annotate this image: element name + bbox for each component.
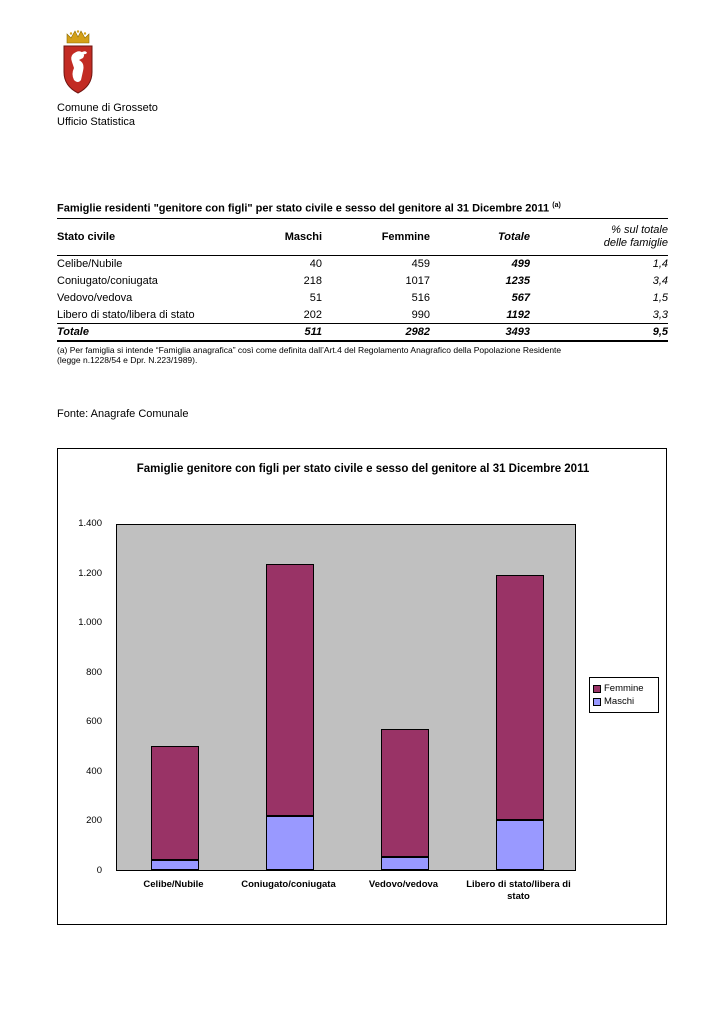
bar-segment-femmine	[381, 729, 429, 857]
legend-item-maschi	[593, 695, 655, 708]
y-tick-label: 1.200	[78, 567, 102, 579]
cell-totale: 1235	[505, 275, 530, 288]
bar-segment-maschi	[266, 816, 314, 870]
cell-stato: Totale	[57, 324, 257, 341]
table-row	[57, 256, 668, 273]
cell-femmine: 516	[411, 292, 430, 305]
y-tick-label: 600	[86, 716, 102, 728]
column-header-maschi: Maschi	[257, 220, 322, 256]
cell-stato: Vedovo/vedova	[57, 292, 133, 305]
bar-segment-maschi	[496, 820, 544, 870]
cell-femmine: 1017	[405, 275, 430, 288]
cell-maschi: 511	[257, 324, 322, 341]
cell-totale: 1192	[506, 308, 530, 321]
column-header-percentuale	[530, 220, 668, 256]
cell-pct: 3,3	[652, 308, 668, 321]
column-header-percentuale-text: % sul totale delle famiglie	[603, 224, 668, 250]
cell-pct: 3,4	[652, 275, 668, 288]
femmine-color-swatch	[593, 685, 601, 693]
department-name: Ufficio Statistica	[57, 116, 136, 128]
cell-stato: Coniugato/coniugata	[57, 275, 158, 288]
table-footnote	[57, 345, 668, 366]
y-tick-label: 800	[86, 666, 102, 678]
x-axis-labels	[116, 879, 576, 919]
maschi-color-swatch	[593, 698, 601, 706]
cell-totale: 499	[511, 258, 530, 271]
legend-label-femmine: Femmine	[604, 683, 644, 694]
y-axis-labels	[58, 518, 110, 876]
legend-item-femmine	[593, 682, 655, 695]
footnote-line-2: (legge n.1228/54 e Dpr. N.223/1989).	[57, 355, 198, 366]
cell-maschi: 218	[303, 275, 322, 288]
table-title	[57, 202, 668, 219]
grosseto-coat-of-arms-icon	[58, 28, 98, 96]
column-header-totale: Totale	[430, 220, 530, 256]
legend-label-maschi: Maschi	[604, 696, 635, 707]
column-header-femmine: Femmine	[322, 220, 430, 256]
y-tick-label: 400	[86, 765, 102, 777]
cell-pct: 9,5	[530, 324, 668, 341]
x-axis-label: Libero di stato/libera di stato	[466, 879, 571, 902]
column-header-stato-civile: Stato civile	[57, 220, 257, 256]
bar-segment-maschi	[151, 860, 199, 870]
cell-maschi: 40	[309, 258, 322, 271]
x-axis-label: Vedovo/vedova	[368, 879, 439, 890]
organization-name: Comune di Grosseto	[57, 102, 158, 114]
source-note: Fonte: Anagrafe Comunale	[57, 408, 189, 420]
cell-maschi: 51	[309, 292, 322, 305]
cell-pct: 1,5	[652, 292, 668, 305]
bar-group-2	[266, 564, 314, 870]
chart-title: Famiglie genitore con figli per stato civile e sesso del genitore al 31 Dicembre 2011	[136, 463, 590, 475]
x-axis-label: Coniugato/coniugata	[241, 879, 336, 890]
plot-area	[116, 524, 576, 871]
bar-group-3	[381, 729, 429, 870]
cell-totale: 3493	[430, 324, 530, 341]
letterhead	[57, 101, 158, 129]
footnote-line-1: (a) Per famiglia si intende “Famiglia anagrafica” così come definita dall’Art.4 del Regolamento Anagrafico della Popolazione Residente	[57, 344, 562, 355]
statistics-table	[57, 220, 668, 342]
cell-femmine: 2982	[322, 324, 430, 341]
chart-frame	[57, 448, 667, 925]
y-tick-label: 1.000	[78, 617, 102, 629]
table-total-row	[57, 324, 668, 341]
table-title-note: (a)	[552, 202, 561, 209]
table-row	[57, 290, 668, 307]
statistics-table-section	[57, 202, 668, 366]
table-title-text: Famiglie residenti "genitore con figli" per stato civile e sesso del genitore al 31 Dicembre 2011	[57, 202, 553, 215]
y-tick-label: 0	[96, 865, 102, 876]
cell-femmine: 990	[411, 308, 430, 321]
bar-segment-femmine	[151, 746, 199, 860]
bar-segment-femmine	[496, 575, 544, 820]
y-tick-label: 200	[86, 815, 102, 827]
cell-stato: Libero di stato/libera di stato	[57, 308, 195, 321]
cell-pct: 1,4	[652, 258, 668, 271]
bar-group-1	[151, 746, 199, 870]
cell-totale: 567	[511, 292, 530, 305]
table-row	[57, 273, 668, 290]
bar-segment-maschi	[381, 857, 429, 870]
x-axis-label: Celibe/Nubile	[143, 879, 204, 890]
chart-legend	[589, 677, 659, 713]
y-tick-label: 1.400	[78, 518, 102, 529]
bar-group-4	[496, 575, 544, 870]
cell-maschi: 202	[303, 308, 322, 321]
bar-segment-femmine	[266, 564, 314, 816]
cell-femmine: 459	[411, 258, 430, 271]
table-header-row	[57, 220, 668, 256]
table-row	[57, 307, 668, 324]
cell-stato: Celibe/Nubile	[57, 258, 123, 271]
